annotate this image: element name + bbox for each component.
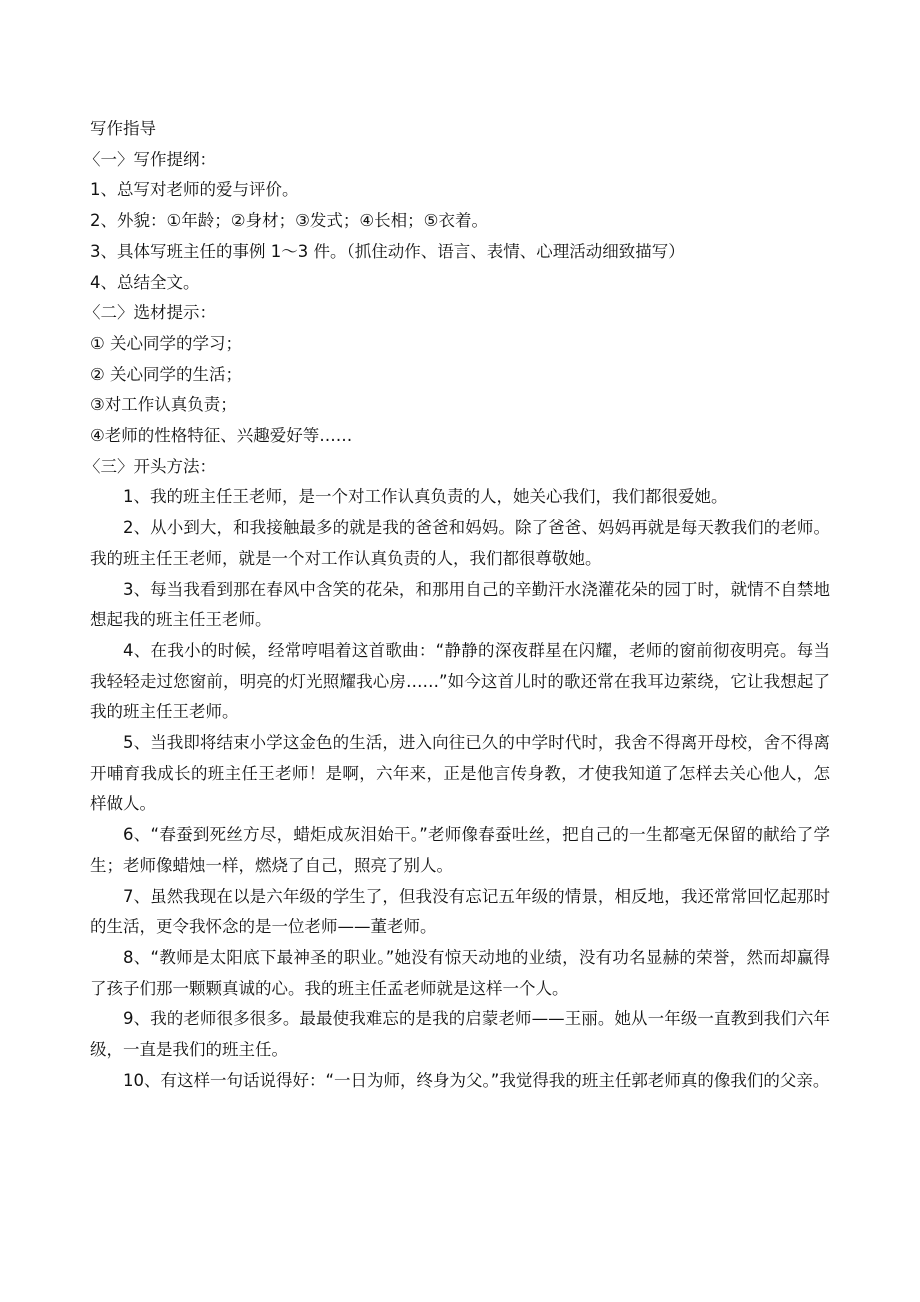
- opening-paragraph: 8、“教师是太阳底下最神圣的职业。”她没有惊天动地的业绩，没有功名显赫的荣誉，然而却赢得了孩子们那一颗颗真诚的心。我的班主任孟老师就是这样一个人。: [90, 947, 830, 998]
- opening-paragraph: 9、我的老师很多很多。最最使我难忘的是我的启蒙老师——王丽。她从一年级一直教到我们六年级，一直是我们的班主任。: [90, 1009, 830, 1060]
- outline-item: 1、总写对老师的爱与评价。: [90, 180, 299, 200]
- openings-heading: 〈三〉开头方法：: [84, 456, 216, 476]
- materials-item: ④老师的性格特征、兴趣爱好等……: [90, 426, 353, 446]
- opening-paragraph: 2、从小到大，和我接触最多的就是我的爸爸和妈妈。除了爸爸、妈妈再就是每天教我们的老师。我的班主任王老师，就是一个对工作认真负责的人，我们都很尊敬她。: [90, 518, 830, 568]
- outline-item: 2、外貌：①年龄；②身材；③发式；④长相；⑤衣着。: [90, 211, 488, 231]
- document-title: 写作指导: [90, 119, 156, 138]
- opening-paragraph: 5、当我即将结束小学这金色的生活，进入向往已久的中学时代时，我舍不得离开母校，舍不得离开哺育我成长的班主任王老师！是啊，六年来，正是他言传身教，才使我知道了怎样去关心他人，怎样做人。: [90, 733, 830, 814]
- opening-paragraph: 7、虽然我现在以是六年级的学生了，但我没有忘记五年级的情景，相反地，我还常常回忆起那时的生活，更令我怀念的是一位老师——董老师。: [90, 886, 830, 937]
- opening-paragraph: 10、有这样一句话说得好：“一日为师，终身为父。”我觉得我的班主任郭老师真的像我们的父亲。: [123, 1070, 830, 1090]
- document-page: [84, 114, 830, 1097]
- outline-item: 3、具体写班主任的事例 1～3 件。（抓住动作、语言、表情、心理活动细致描写）: [90, 241, 685, 261]
- outline-item: 4、总结全文。: [90, 272, 200, 292]
- opening-paragraph: 3、每当我看到那在春风中含笑的花朵，和那用自己的辛勤汗水浇灌花朵的园丁时，就情不自禁地想起我的班主任王老师。: [90, 579, 830, 630]
- materials-item: ① 关心同学的学习；: [90, 333, 243, 353]
- materials-item: ② 关心同学的生活；: [90, 364, 243, 384]
- materials-heading: 〈二〉选材提示：: [84, 303, 216, 323]
- opening-paragraph: 1、我的班主任王老师，是一个对工作认真负责的人，她关心我们，我们都很爱她。: [123, 487, 728, 507]
- opening-paragraph: 6、“春蚕到死丝方尽，蜡炬成灰泪始干。”老师像春蚕吐丝，把自己的一生都毫无保留的献给了学生；老师像蜡烛一样，燃烧了自己，照亮了别人。: [90, 825, 830, 875]
- outline-heading: 〈一〉写作提纲：: [84, 149, 216, 169]
- materials-item: ③对工作认真负责；: [90, 395, 237, 415]
- opening-paragraph: 4、在我小的时候，经常哼唱着这首歌曲：“静静的深夜群星在闪耀，老师的窗前彻夜明亮。每当我轻轻走过您窗前，明亮的灯光照耀我心房……”如今这首儿时的歌还常在我耳边萦绕，它让我想起了我的班主任王老师。: [90, 640, 830, 722]
